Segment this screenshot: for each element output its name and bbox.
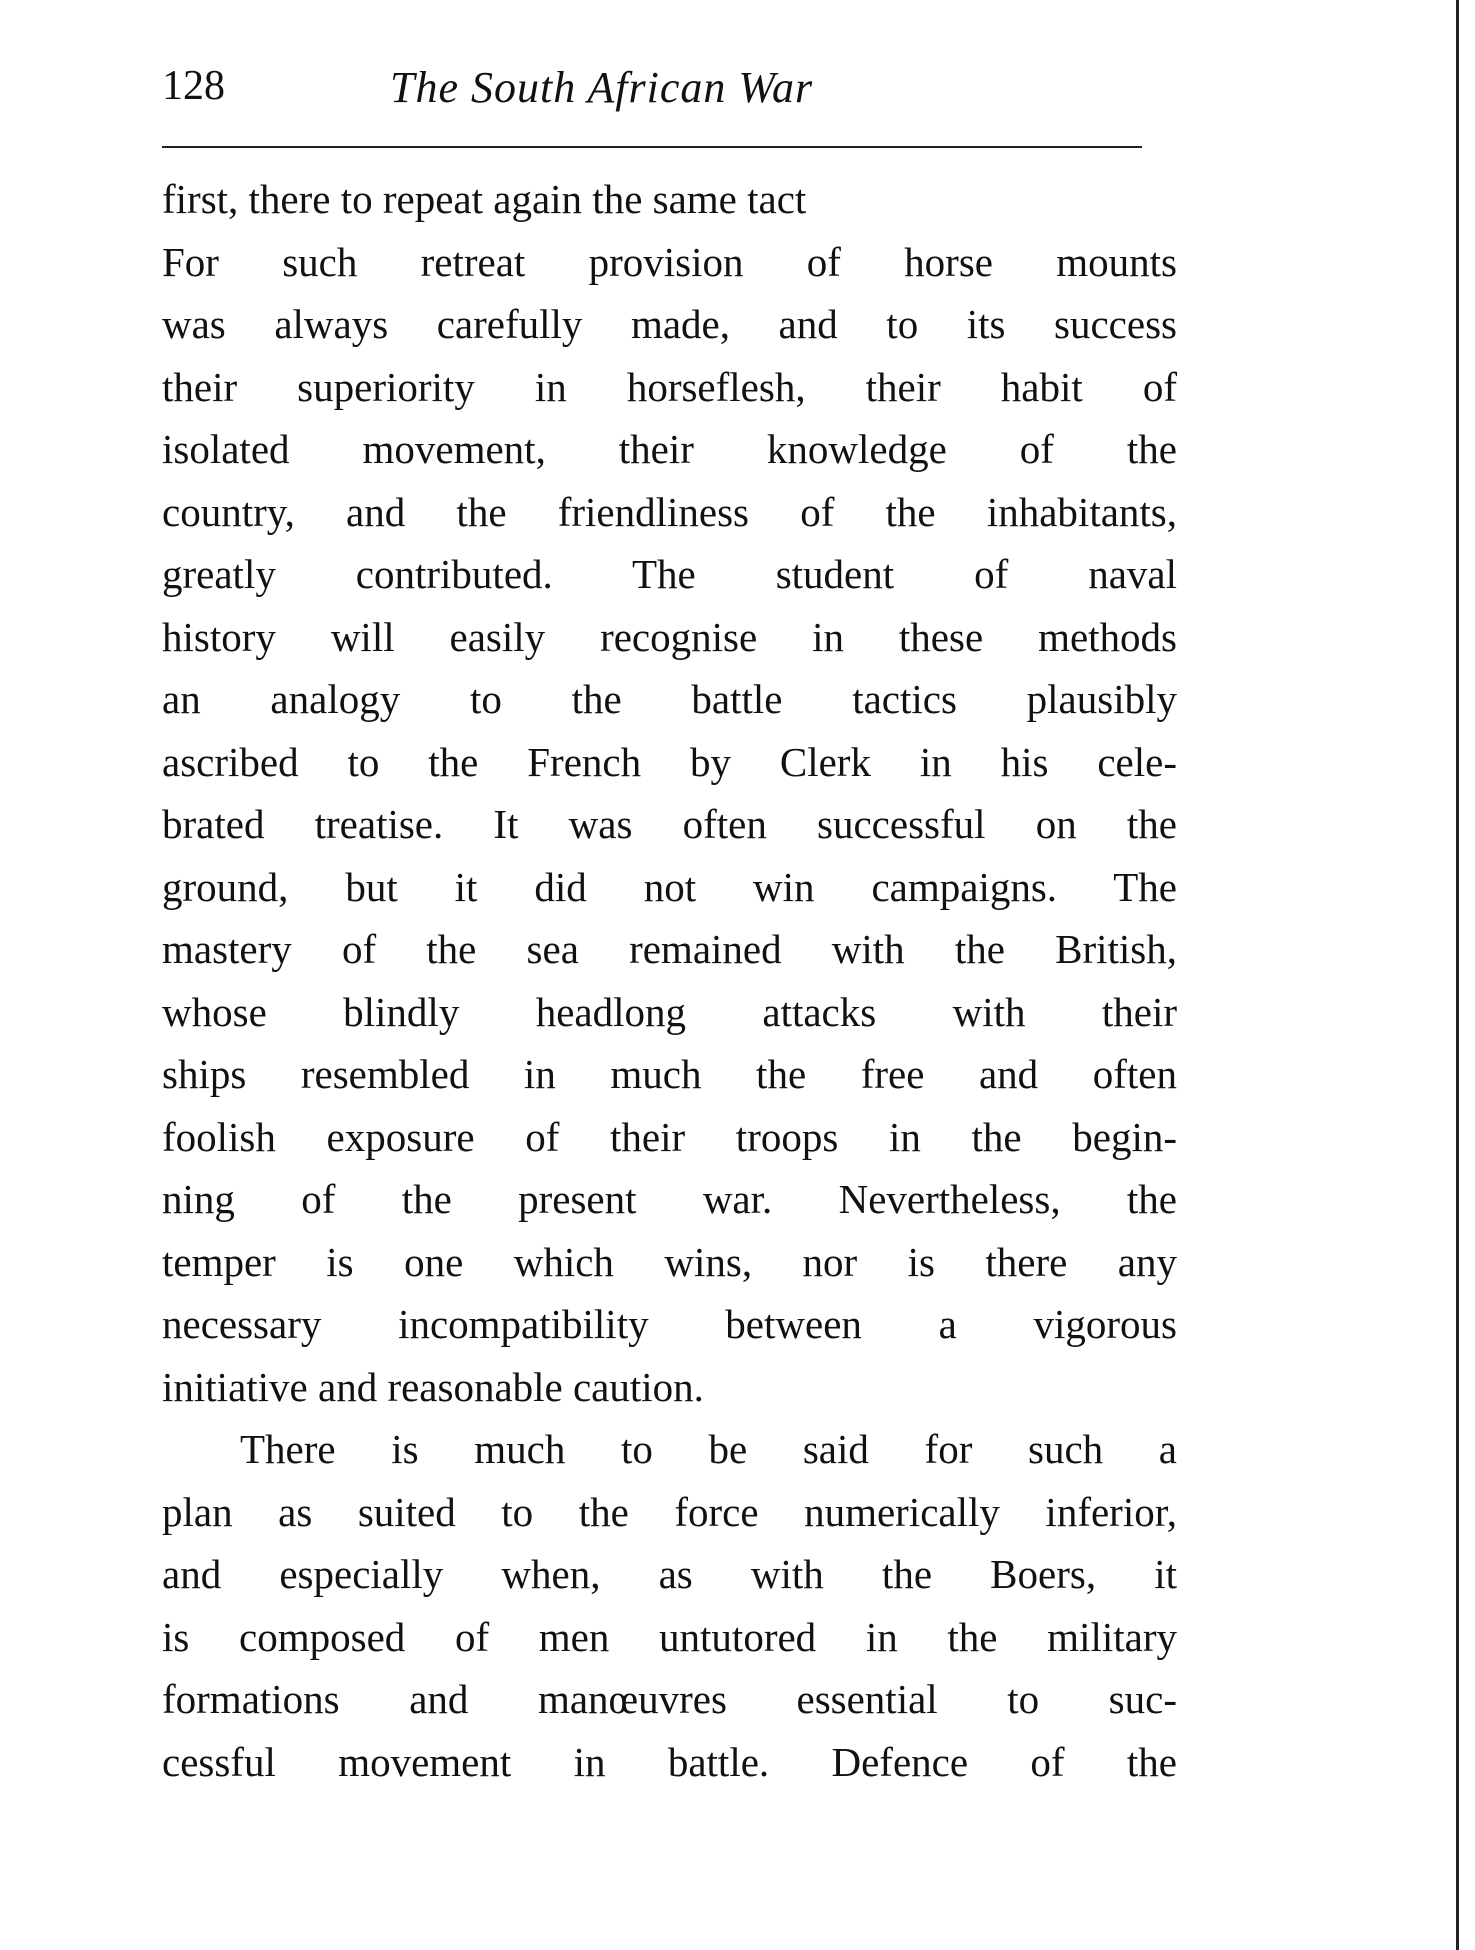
text-line: ascribed to the French by Clerk in his cele- bbox=[162, 738, 1177, 785]
text-line: country, and the friendliness of the inhabitants, bbox=[162, 488, 1177, 535]
text-line: For such retreat provision of horse mounts bbox=[162, 238, 1177, 285]
text-line: history will easily recognise in these methods bbox=[162, 613, 1177, 660]
text-line: brated treatise. It was often successful on the bbox=[162, 801, 1177, 847]
text-line: mastery of the sea remained with the British, bbox=[162, 926, 1177, 972]
text-line: temper is one which wins, nor is there any bbox=[162, 1238, 1177, 1285]
page-number: 128 bbox=[162, 63, 225, 109]
text-line: cessful movement in battle. Defence of the bbox=[162, 1738, 1177, 1785]
text-line: foolish exposure of their troops in the begin- bbox=[162, 1113, 1177, 1160]
text-line: is composed of men untutored in the military bbox=[162, 1613, 1177, 1660]
text-line: first, there to repeat again the same tact bbox=[162, 176, 807, 222]
page-header bbox=[162, 62, 1142, 122]
text-line: ships resembled in much the free and often bbox=[162, 1051, 1177, 1097]
text-line: formations and manœuvres essential to suc- bbox=[162, 1676, 1177, 1722]
header-rule bbox=[162, 146, 1142, 148]
body-text bbox=[162, 168, 1177, 1793]
text-line: plan as suited to the force numerically inferior, bbox=[162, 1488, 1177, 1535]
text-line: was always carefully made, and to its success bbox=[162, 301, 1177, 347]
text-line: ground, but it did not win campaigns. The bbox=[162, 863, 1177, 910]
text-line: greatly contributed. The student of naval bbox=[162, 551, 1177, 597]
text-line: initiative and reasonable caution. bbox=[162, 1363, 704, 1410]
text-line: whose blindly headlong attacks with their bbox=[162, 988, 1177, 1035]
text-line: ning of the present war. Nevertheless, the bbox=[162, 1176, 1177, 1222]
text-line: an analogy to the battle tactics plausibly bbox=[162, 676, 1177, 722]
text-line: necessary incompatibility between a vigorous bbox=[162, 1301, 1177, 1347]
text-line: isolated movement, their knowledge of the bbox=[162, 426, 1177, 472]
text-line: There is much to be said for such a bbox=[240, 1426, 1177, 1472]
text-line: and especially when, as with the Boers, it bbox=[162, 1551, 1177, 1597]
running-title: The South African War bbox=[390, 63, 814, 112]
page-edge-line bbox=[1456, 0, 1459, 1950]
text-line: their superiority in horseflesh, their habit of bbox=[162, 363, 1177, 410]
